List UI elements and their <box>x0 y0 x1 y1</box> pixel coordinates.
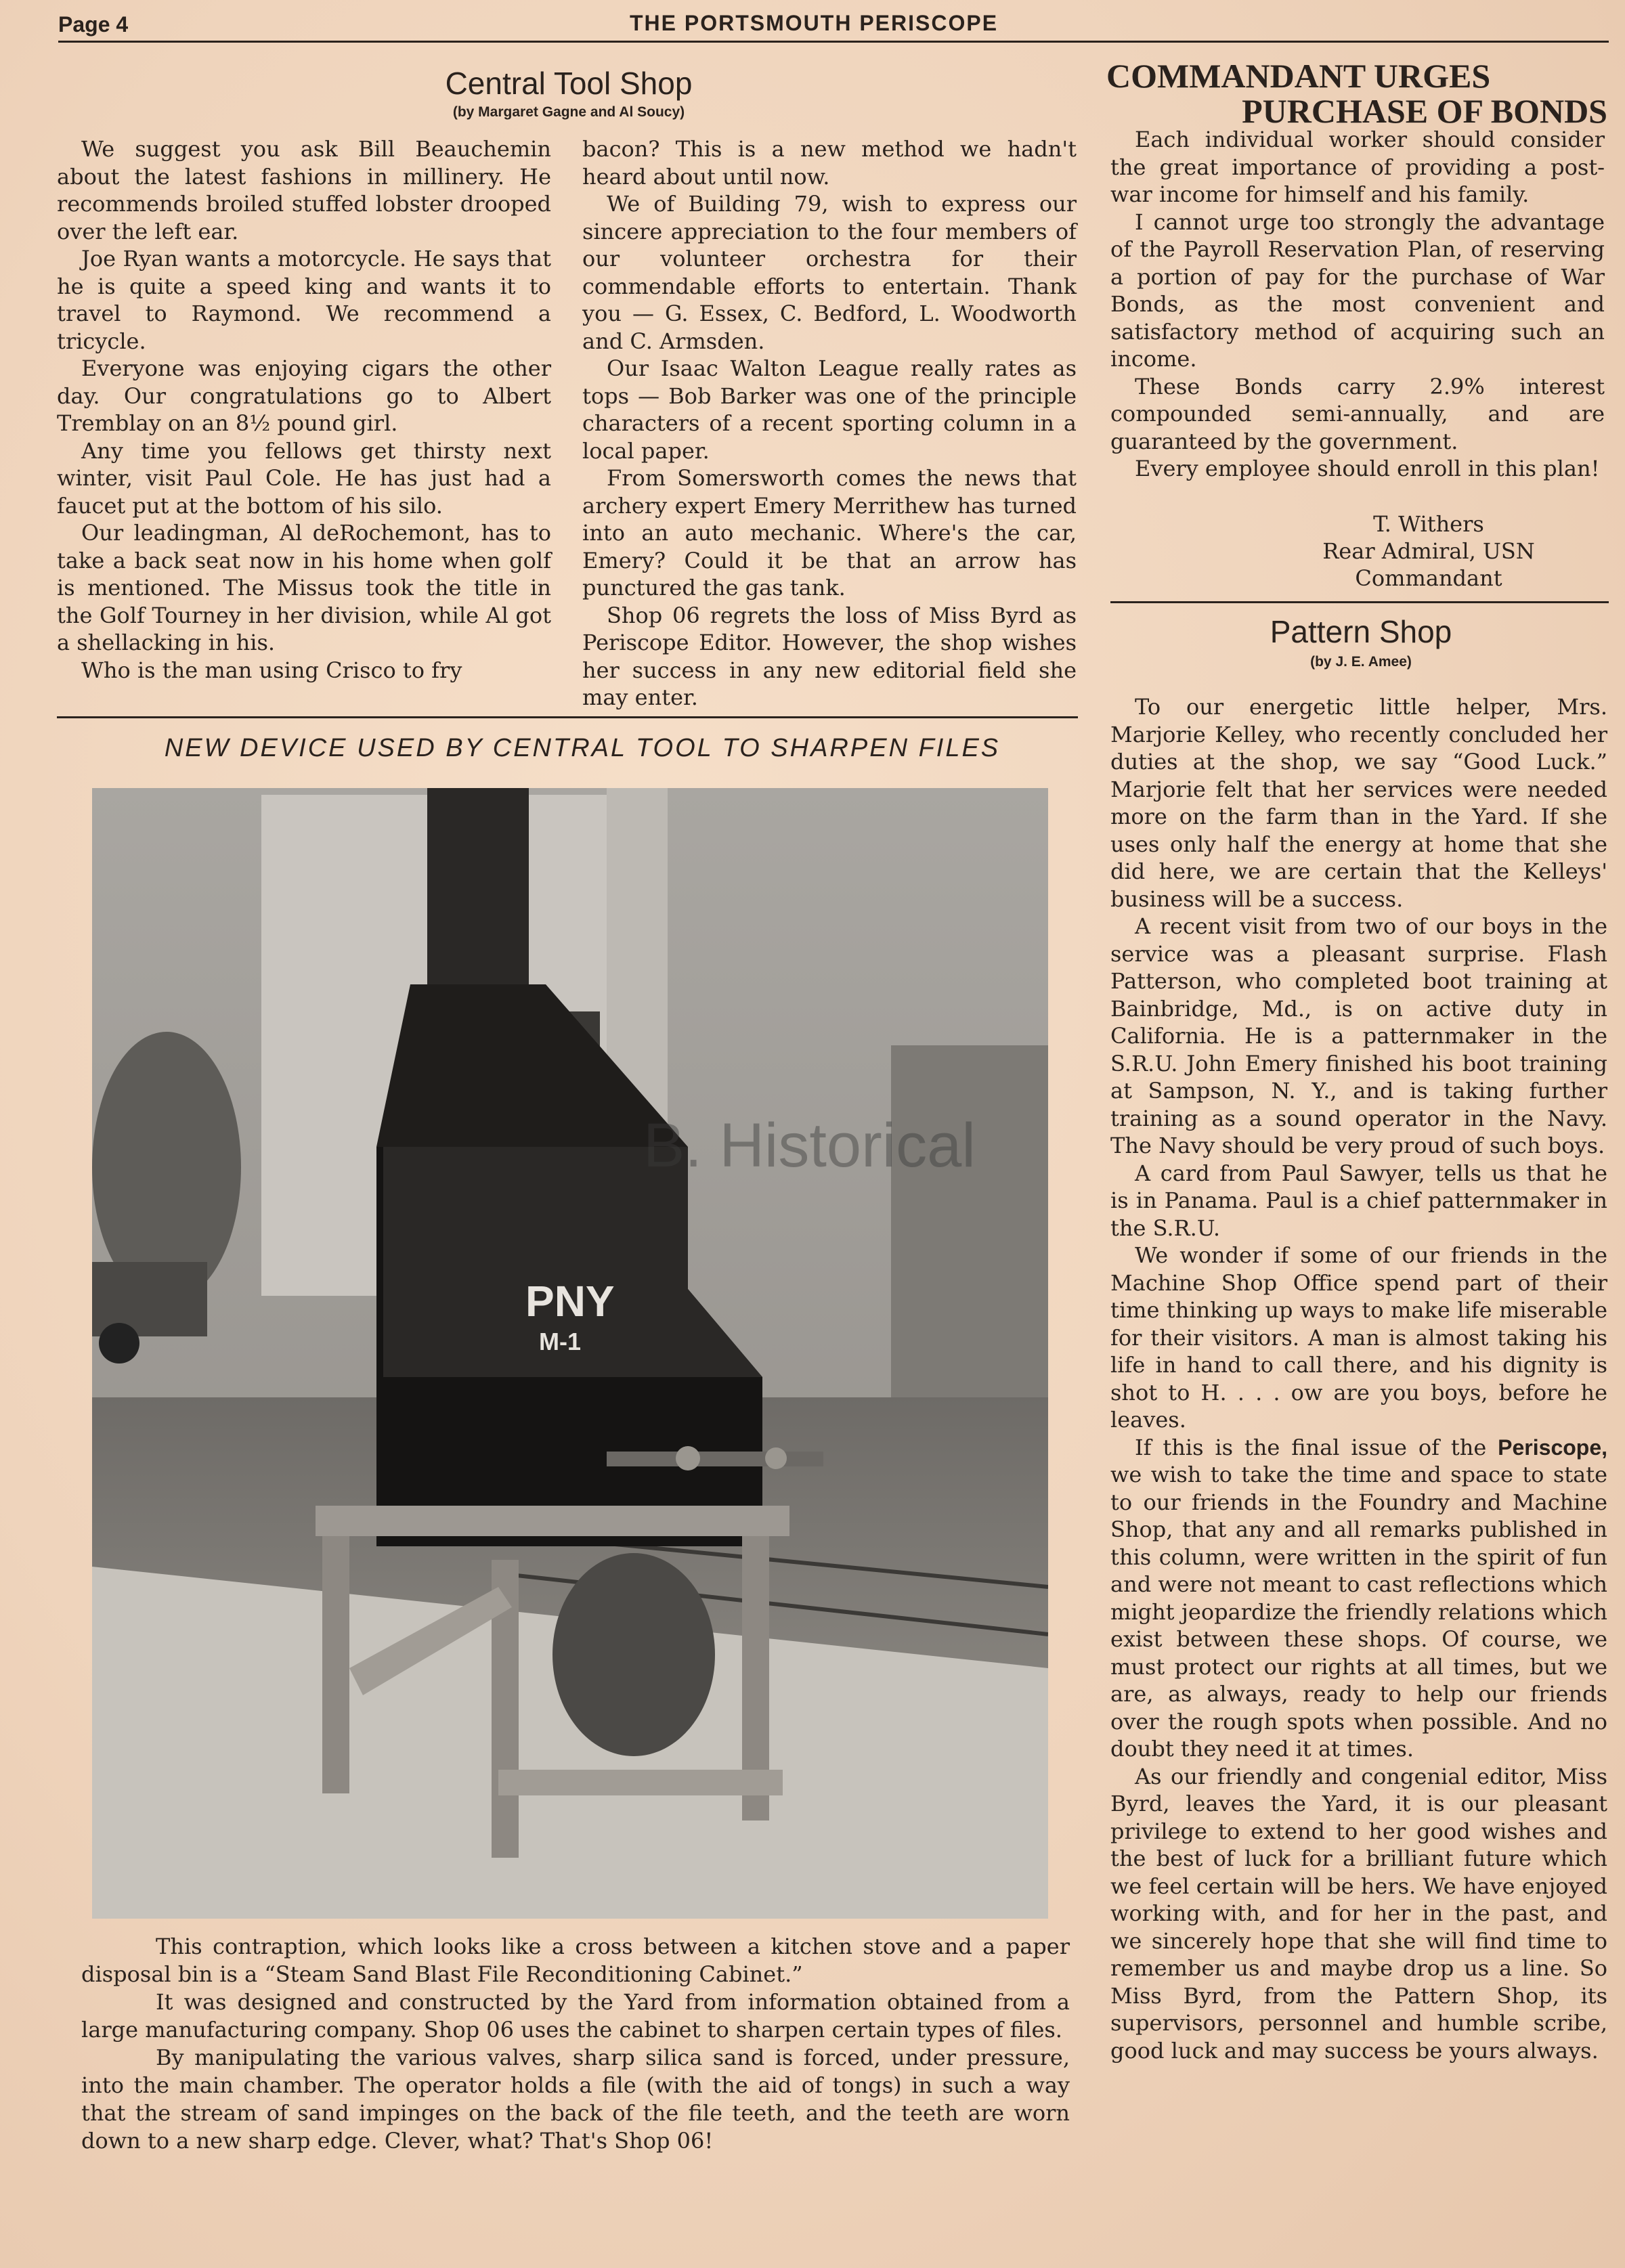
periscope-bold: Periscope, <box>1498 1435 1608 1460</box>
paragraph: A recent visit from two of our boys in the service was a pleasant surprise. Flash Patterson, who completed boot training at Bainbridge, Md., is on active duty in California. He is a patternmaker in the S.R.U. John Emery finished his boot training at Sampson, N. Y., and is taking further training as a sound operator in the Navy. The Navy should be very proud of such boys. <box>1110 913 1607 1158</box>
watermark: B. Historical <box>643 1111 976 1180</box>
device-description <box>81 1933 1070 2155</box>
paragraph: Each individual worker should consider the great importance of providing a post-war income for himself and his family. <box>1110 127 1605 207</box>
central-tool-column-2 <box>582 135 1077 712</box>
signature-rank: Rear Admiral, USN <box>1322 538 1535 564</box>
paragraph: We of Building 79, wish to express our sincere appreciation to the four members of our volunteer orchestra for their commendable efforts to entertain. Thank you — G. Essex, C. Bedford, L. Woodworth and C. Armsden. <box>582 191 1077 354</box>
pattern-shop-title: Pattern Shop <box>1270 614 1452 649</box>
pipe <box>607 1452 823 1466</box>
paragraph: Shop 06 regrets the loss of Miss Byrd as Periscope Editor. However, the shop wishes her success in any new editorial field she may enter. <box>582 602 1077 710</box>
paragraph: These Bonds carry 2.9% interest compounded semi-annually, and are guaranteed by the government. <box>1110 373 1605 454</box>
paragraph: This contraption, which looks like a cross between a kitchen stove and a paper disposal bin is a “Steam Sand Blast File Reconditioning Cabinet.” <box>81 1934 1070 1987</box>
paragraph <box>1110 1434 1607 1763</box>
paragraph: Our leadingman, Al deRochemont, has to take a back seat now in his home when golf is mentioned. The Missus took the title in the Golf Tourney in her division, while Al got a shellacking in his. <box>57 520 551 655</box>
stand-top-rail <box>316 1506 789 1536</box>
page-number: Page 4 <box>58 12 129 37</box>
valve <box>676 1446 700 1470</box>
sand-drum <box>552 1553 715 1756</box>
paragraph: By manipulating the various valves, sharp silica sand is forced, under pressure, into the main chamber. The operator holds a file (with the aid of tongs) in such a way that the stream of sand impinges on the back of the file teeth, and the teeth are worn down to a new sharp edge. Clever, what? That's Shop 06! <box>81 2045 1070 2154</box>
paragraph: Everyone was enjoying cigars the other day. Our congratulations go to Albert Tremblay on an 8½ pound girl. <box>57 355 551 436</box>
central-tool-column-1 <box>57 135 551 684</box>
paragraph: A card from Paul Sawyer, tells us that he is in Panama. Paul is a chief patternmaker in the S.R.U. <box>1110 1160 1607 1241</box>
paragraph: Any time you fellows get thirsty next winter, visit Paul Cole. He has just had a faucet put at the bottom of his silo. <box>57 437 551 519</box>
commandant-title-line-2: PURCHASE OF BONDS <box>1242 92 1607 130</box>
signature-name: T. Withers <box>1373 511 1484 537</box>
truck <box>92 1262 207 1336</box>
paragraph: Joe Ryan wants a motorcycle. He says that he is quite a speed king and wants it to travel to Raymond. We recommend a tricycle. <box>57 246 551 354</box>
text-span: If this is the final issue of the <box>1135 1434 1487 1460</box>
commandant-title-line-1: COMMANDANT URGES <box>1106 57 1491 95</box>
central-tool-title: Central Tool Shop <box>445 66 693 101</box>
pattern-shop-byline: (by J. E. Amee) <box>1310 654 1412 670</box>
paragraph: Who is the man using Crisco to fry <box>81 657 462 683</box>
section-rule <box>57 716 1078 718</box>
truck-wheel <box>99 1323 139 1364</box>
pattern-shop-body <box>1110 693 1607 2064</box>
cabinet-label-sub: M-1 <box>539 1328 581 1355</box>
paragraph: We wonder if some of our friends in the Machine Shop Office spend part of their time thinking up ways to make life miserable for their visitors. A man is almost taking his life in hand to call there, and his dignity is shot to H. . . . ow are you boys, before he leaves. <box>1110 1242 1607 1433</box>
sandbag-wall <box>891 1045 1048 1411</box>
paragraph: From Somersworth comes the news that archery expert Emery Merrithew has turned into an auto mechanic. Where's the car, Emery? Could it be that an arrow has punctured the gas tank. <box>582 465 1077 601</box>
text-span: we wish to take the time and space to state to our friends in the Foundry and Machine Shop, that any and all remarks published in this column, were written in the spirit of fun and were not meant to cast reflections which might jeopardize the friendly relations which exist between these shops. Of course, we must protect our rights at all times, but we are, as always, ready to help our friends over the rough spots when possible. And no doubt they need it at times. <box>1110 1462 1607 1762</box>
paragraph: Our Isaac Walton League really rates as tops — Bob Barker was one of the principle characters of a recent sporting column in a local paper. <box>582 355 1077 464</box>
cabinet-label: PNY <box>525 1277 615 1326</box>
paragraph: We suggest you ask Bill Beauchemin about the latest fashions in millinery. He recommends broiled stuffed lobster drooped over the left ear. <box>57 136 551 244</box>
signature-block <box>1293 510 1564 592</box>
signature-title: Commandant <box>1355 565 1502 591</box>
section-rule <box>1110 601 1609 603</box>
paragraph: I cannot urge too strongly the advantage of the Payroll Reservation Plan, of reserving a portion of pay for the purchase of War Bonds, as the most convenient and satisfactory method of acquiring such an income. <box>1110 209 1605 372</box>
commandant-body <box>1110 126 1605 483</box>
chimney-stack <box>427 788 529 984</box>
photo-caption: NEW DEVICE USED BY CENTRAL TOOL TO SHARPEN FILES <box>164 734 1001 762</box>
masthead: THE PORTSMOUTH PERISCOPE <box>630 11 999 35</box>
commandant-title <box>1106 58 1607 129</box>
paragraph: To our energetic little helper, Mrs. Marjorie Kelley, who recently concluded her duties at the shop, we say “Good Luck.” Marjorie felt that her services were needed more on the farm than in the Yard. If she uses only half the energy at home that she did here, we are certain that the Kelleys' business will be a success. <box>1110 694 1607 912</box>
central-tool-byline: (by Margaret Gagne and Al Soucy) <box>452 104 685 120</box>
paragraph-continued: bacon? This is a new method we hadn't heard about until now. <box>582 136 1077 190</box>
cabinet-photo <box>92 788 1048 1919</box>
valve <box>765 1447 787 1469</box>
stand-bottom-rail <box>498 1770 783 1795</box>
paragraph: Every employee should enroll in this plan! <box>1135 456 1600 481</box>
photo-illustration <box>92 788 1048 1919</box>
stand-leg <box>322 1536 349 1793</box>
header-rule <box>58 41 1609 43</box>
paragraph: As our friendly and congenial editor, Miss Byrd, leaves the Yard, it is our pleasant privilege to extend to her good wishes and the best of luck for a brilliant future which we feel certain will be hers. We have enjoyed working with, and for her in the past, and we sincerely hope that she will find time to remember us and maybe drop us a line. So Miss Byrd, from the Pattern Shop, its supervisors, personnel and humble scribe, good luck and may success be yours always. <box>1110 1763 1607 2064</box>
paragraph: It was designed and constructed by the Yard from information obtained from a large manufacturing company. Shop 06 uses the cabinet to sharpen certain types of files. <box>81 1989 1070 2043</box>
